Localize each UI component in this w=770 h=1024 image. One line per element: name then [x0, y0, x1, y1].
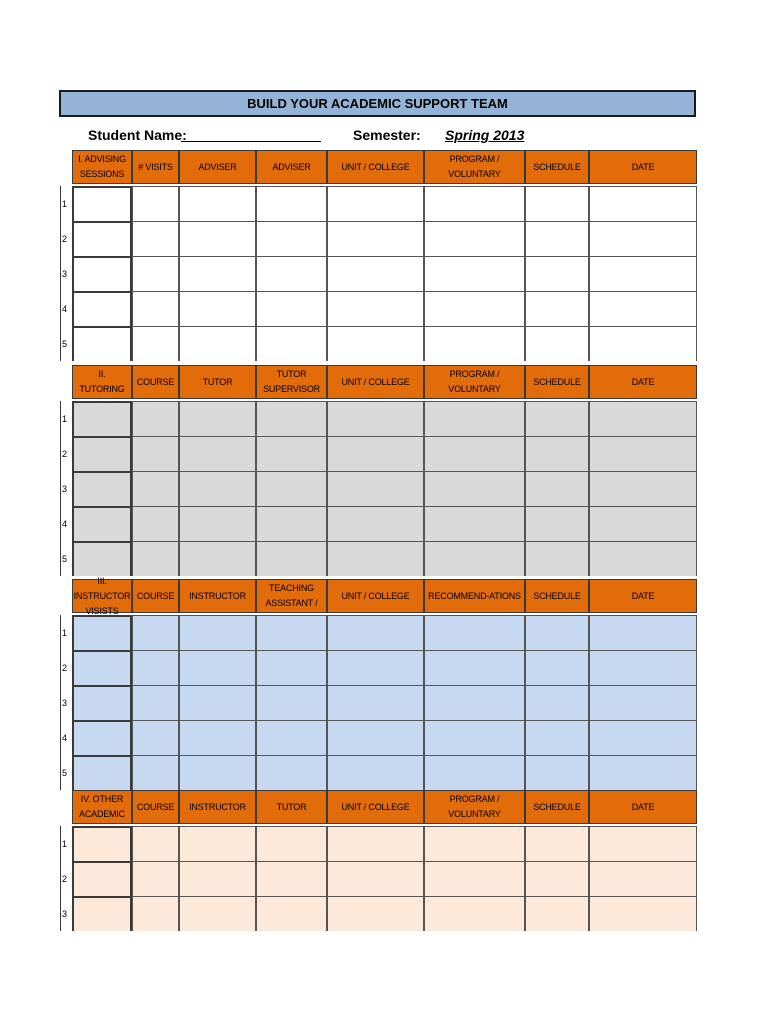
- column-header: # VISITS: [132, 150, 179, 184]
- input-cell[interactable]: [424, 256, 525, 291]
- section-left-border: [60, 615, 61, 790]
- column-header: SCHEDULE: [525, 579, 589, 613]
- input-cell[interactable]: [72, 401, 132, 436]
- input-cell[interactable]: [525, 401, 589, 436]
- input-cell[interactable]: [589, 541, 697, 576]
- column-header: UNIT / COLLEGE: [327, 150, 424, 184]
- input-cell[interactable]: [525, 826, 589, 861]
- input-cell[interactable]: [327, 291, 424, 326]
- input-cell[interactable]: [256, 506, 327, 541]
- input-cell[interactable]: [72, 541, 132, 576]
- input-cell[interactable]: [179, 541, 256, 576]
- input-cell[interactable]: [327, 471, 424, 506]
- input-cell[interactable]: [424, 401, 525, 436]
- input-cell[interactable]: [72, 471, 132, 506]
- input-cell[interactable]: [589, 401, 697, 436]
- input-cell[interactable]: [72, 506, 132, 541]
- column-header: DATE: [589, 365, 697, 399]
- column-header: ADVISER: [179, 150, 256, 184]
- input-cell[interactable]: [589, 650, 697, 685]
- input-cell[interactable]: [72, 615, 132, 650]
- input-cell[interactable]: [525, 720, 589, 755]
- column-header: ADVISER: [256, 150, 327, 184]
- input-cell[interactable]: [525, 291, 589, 326]
- input-cell[interactable]: [525, 896, 589, 931]
- input-cell[interactable]: [256, 256, 327, 291]
- input-cell[interactable]: [589, 291, 697, 326]
- table-row: [60, 186, 697, 221]
- input-cell[interactable]: [525, 861, 589, 896]
- column-header: INSTRUCTOR: [179, 579, 256, 613]
- table-row: [60, 541, 697, 576]
- input-cell[interactable]: [589, 861, 697, 896]
- section-header: [60, 790, 697, 826]
- column-header: DATE: [589, 790, 697, 824]
- input-cell[interactable]: [589, 186, 697, 221]
- table-row: [60, 720, 697, 755]
- column-header: SCHEDULE: [525, 365, 589, 399]
- row-number: 5: [62, 767, 68, 778]
- table-row: [60, 826, 697, 861]
- column-header: UNIT / COLLEGE: [327, 790, 424, 824]
- section-instructor: [60, 575, 697, 790]
- input-cell[interactable]: [256, 401, 327, 436]
- row-number: 2: [62, 448, 68, 459]
- semester-value: Spring 2013: [445, 127, 525, 143]
- input-cell[interactable]: [179, 221, 256, 256]
- input-cell[interactable]: [132, 326, 179, 361]
- input-cell[interactable]: [424, 755, 525, 790]
- table-row: [60, 256, 697, 291]
- input-cell[interactable]: [256, 291, 327, 326]
- input-cell[interactable]: [132, 896, 179, 931]
- column-header: III. INSTRUCTOR VISISTS: [73, 575, 131, 616]
- input-cell[interactable]: [179, 326, 256, 361]
- input-cell[interactable]: [424, 221, 525, 256]
- column-header: PROGRAM / VOLUNTARY: [424, 790, 525, 824]
- input-cell[interactable]: [525, 755, 589, 790]
- input-cell[interactable]: [525, 650, 589, 685]
- input-cell[interactable]: [525, 541, 589, 576]
- input-cell[interactable]: [589, 896, 697, 931]
- input-cell[interactable]: [589, 506, 697, 541]
- input-cell[interactable]: [72, 221, 132, 256]
- input-cell[interactable]: [327, 650, 424, 685]
- row-number: 1: [62, 413, 68, 424]
- input-cell[interactable]: [179, 506, 256, 541]
- table-row: [60, 861, 697, 896]
- input-cell[interactable]: [72, 896, 132, 931]
- input-cell[interactable]: [327, 221, 424, 256]
- input-cell[interactable]: [256, 541, 327, 576]
- input-cell[interactable]: [525, 256, 589, 291]
- table-row: [60, 326, 697, 361]
- input-cell[interactable]: [72, 826, 132, 861]
- input-cell[interactable]: [589, 326, 697, 361]
- input-cell[interactable]: [256, 326, 327, 361]
- input-cell[interactable]: [424, 471, 525, 506]
- input-cell[interactable]: [424, 826, 525, 861]
- input-cell[interactable]: [256, 615, 327, 650]
- input-cell[interactable]: [72, 685, 132, 720]
- section-left-border: [60, 826, 61, 931]
- input-cell[interactable]: [589, 755, 697, 790]
- section-header: [60, 575, 697, 616]
- section-left-border: [60, 401, 61, 576]
- column-header: SCHEDULE: [525, 150, 589, 184]
- column-header: UNIT / COLLEGE: [327, 365, 424, 399]
- input-cell[interactable]: [256, 720, 327, 755]
- input-cell[interactable]: [424, 685, 525, 720]
- input-cell[interactable]: [179, 720, 256, 755]
- row-number: 3: [62, 908, 68, 919]
- column-header: UNIT / COLLEGE: [327, 579, 424, 613]
- table-row: [60, 471, 697, 506]
- input-cell[interactable]: [424, 326, 525, 361]
- input-cell[interactable]: [424, 506, 525, 541]
- input-cell[interactable]: [72, 650, 132, 685]
- input-cell[interactable]: [525, 186, 589, 221]
- input-cell[interactable]: [132, 755, 179, 790]
- table-row: [60, 755, 697, 790]
- row-number: 1: [62, 198, 68, 209]
- input-cell[interactable]: [72, 755, 132, 790]
- table-row: [60, 650, 697, 685]
- column-header: TUTOR: [179, 365, 256, 399]
- input-cell[interactable]: [72, 256, 132, 291]
- semester-label: Semester:: [353, 127, 421, 143]
- section-advising: [60, 150, 697, 361]
- row-number: 1: [62, 838, 68, 849]
- input-cell[interactable]: [179, 471, 256, 506]
- input-cell[interactable]: [256, 221, 327, 256]
- input-cell[interactable]: [589, 436, 697, 471]
- input-cell[interactable]: [132, 186, 179, 221]
- input-cell[interactable]: [256, 896, 327, 931]
- table-row: [60, 506, 697, 541]
- input-cell[interactable]: [72, 326, 132, 361]
- section-header: [60, 365, 697, 401]
- input-cell[interactable]: [132, 256, 179, 291]
- input-cell[interactable]: [256, 826, 327, 861]
- input-cell[interactable]: [132, 685, 179, 720]
- input-cell[interactable]: [132, 720, 179, 755]
- input-cell[interactable]: [589, 720, 697, 755]
- input-cell[interactable]: [424, 720, 525, 755]
- row-number: 2: [62, 873, 68, 884]
- input-cell[interactable]: [589, 471, 697, 506]
- column-header: DATE: [589, 579, 697, 613]
- input-cell[interactable]: [179, 755, 256, 790]
- column-header: TUTOR: [256, 790, 327, 824]
- student-name-field[interactable]: [181, 141, 321, 142]
- input-cell[interactable]: [179, 650, 256, 685]
- input-cell[interactable]: [256, 861, 327, 896]
- input-cell[interactable]: [327, 541, 424, 576]
- table-row: [60, 221, 697, 256]
- column-header: COURSE: [132, 365, 179, 399]
- input-cell[interactable]: [589, 256, 697, 291]
- input-cell[interactable]: [256, 436, 327, 471]
- input-cell[interactable]: [179, 896, 256, 931]
- column-header: COURSE: [132, 790, 179, 824]
- row-number: 3: [62, 697, 68, 708]
- input-cell[interactable]: [525, 506, 589, 541]
- input-cell[interactable]: [179, 186, 256, 221]
- column-header: SCHEDULE: [525, 790, 589, 824]
- input-cell[interactable]: [525, 221, 589, 256]
- input-cell[interactable]: [327, 326, 424, 361]
- table-row: [60, 436, 697, 471]
- input-cell[interactable]: [179, 291, 256, 326]
- input-cell[interactable]: [525, 685, 589, 720]
- column-header: COURSE: [132, 579, 179, 613]
- input-cell[interactable]: [132, 615, 179, 650]
- input-cell[interactable]: [327, 506, 424, 541]
- row-number: 4: [62, 732, 68, 743]
- input-cell[interactable]: [179, 615, 256, 650]
- input-cell[interactable]: [327, 685, 424, 720]
- input-cell[interactable]: [589, 615, 697, 650]
- section-tutoring: [60, 365, 697, 576]
- column-header: IV. OTHER ACADEMIC: [72, 790, 132, 824]
- input-cell[interactable]: [132, 436, 179, 471]
- input-cell[interactable]: [256, 471, 327, 506]
- input-cell[interactable]: [72, 186, 132, 221]
- column-header: RECOMMEND-ATIONS: [424, 579, 525, 613]
- section-left-border: [60, 186, 61, 361]
- table-row: [60, 896, 697, 931]
- input-cell[interactable]: [327, 436, 424, 471]
- input-cell[interactable]: [72, 436, 132, 471]
- input-cell[interactable]: [132, 401, 179, 436]
- table-row: [60, 401, 697, 436]
- input-cell[interactable]: [327, 861, 424, 896]
- input-cell[interactable]: [179, 861, 256, 896]
- row-number: 2: [62, 662, 68, 673]
- input-cell[interactable]: [525, 471, 589, 506]
- input-cell[interactable]: [132, 291, 179, 326]
- input-cell[interactable]: [525, 615, 589, 650]
- column-header: I. ADVISING SESSIONS: [72, 150, 132, 184]
- input-cell[interactable]: [72, 861, 132, 896]
- table-row: [60, 615, 697, 650]
- input-cell[interactable]: [424, 186, 525, 221]
- input-cell[interactable]: [72, 291, 132, 326]
- input-cell[interactable]: [327, 720, 424, 755]
- input-cell[interactable]: [327, 615, 424, 650]
- input-cell[interactable]: [256, 685, 327, 720]
- input-cell[interactable]: [179, 401, 256, 436]
- input-cell[interactable]: [256, 755, 327, 790]
- input-cell[interactable]: [327, 256, 424, 291]
- table-row: [60, 685, 697, 720]
- input-cell[interactable]: [132, 861, 179, 896]
- column-header: TUTOR SUPERVISOR: [256, 365, 327, 399]
- row-number: 5: [62, 553, 68, 564]
- input-cell[interactable]: [589, 685, 697, 720]
- row-number: 5: [62, 338, 68, 349]
- input-cell[interactable]: [327, 401, 424, 436]
- input-cell[interactable]: [327, 755, 424, 790]
- input-cell[interactable]: [424, 436, 525, 471]
- row-number: 3: [62, 268, 68, 279]
- student-name-label: Student Name:: [88, 127, 187, 143]
- page-title: BUILD YOUR ACADEMIC SUPPORT TEAM: [59, 90, 696, 117]
- column-header: TEACHING ASSISTANT /: [256, 579, 327, 613]
- input-cell[interactable]: [424, 541, 525, 576]
- input-cell[interactable]: [179, 436, 256, 471]
- input-cell[interactable]: [179, 685, 256, 720]
- input-cell[interactable]: [179, 826, 256, 861]
- table-row: [60, 291, 697, 326]
- input-cell[interactable]: [256, 650, 327, 685]
- input-cell[interactable]: [327, 896, 424, 931]
- input-cell[interactable]: [179, 256, 256, 291]
- column-header: PROGRAM / VOLUNTARY: [424, 365, 525, 399]
- row-number: 3: [62, 483, 68, 494]
- input-cell[interactable]: [525, 436, 589, 471]
- input-cell[interactable]: [327, 826, 424, 861]
- row-number: 4: [62, 518, 68, 529]
- input-cell[interactable]: [525, 326, 589, 361]
- input-cell[interactable]: [132, 650, 179, 685]
- input-cell[interactable]: [132, 471, 179, 506]
- column-header: INSTRUCTOR: [179, 790, 256, 824]
- column-header: PROGRAM / VOLUNTARY: [424, 150, 525, 184]
- column-header: II. TUTORING: [72, 365, 132, 399]
- input-cell[interactable]: [132, 826, 179, 861]
- input-cell[interactable]: [424, 291, 525, 326]
- input-cell[interactable]: [424, 896, 525, 931]
- input-cell[interactable]: [424, 650, 525, 685]
- row-number: 4: [62, 303, 68, 314]
- input-cell[interactable]: [132, 506, 179, 541]
- input-cell[interactable]: [589, 221, 697, 256]
- input-cell[interactable]: [424, 615, 525, 650]
- row-number: 1: [62, 627, 68, 638]
- input-cell[interactable]: [327, 186, 424, 221]
- section-other: [60, 790, 697, 931]
- input-cell[interactable]: [589, 826, 697, 861]
- input-cell[interactable]: [256, 186, 327, 221]
- input-cell[interactable]: [72, 720, 132, 755]
- input-cell[interactable]: [132, 541, 179, 576]
- row-number: 2: [62, 233, 68, 244]
- input-cell[interactable]: [132, 221, 179, 256]
- input-cell[interactable]: [424, 861, 525, 896]
- column-header: DATE: [589, 150, 697, 184]
- section-header: [60, 150, 697, 186]
